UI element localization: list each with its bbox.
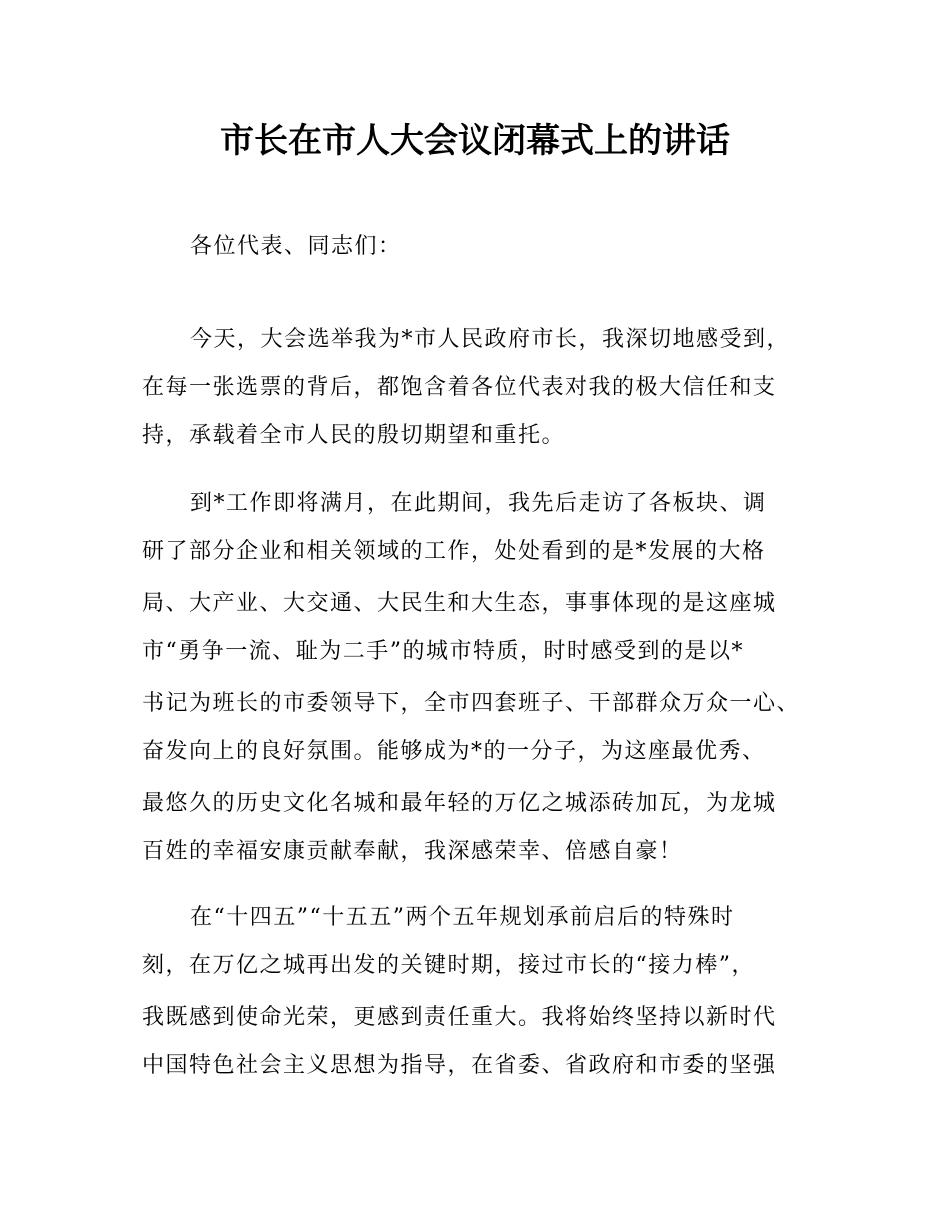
paragraph-2-line-8: 百姓的幸福安康贡献奉献，我深感荣幸、倍感自豪！ [142, 839, 683, 864]
paragraph-3-line-2: 刻，在万亿之城再出发的关键时期，接过市长的“接力棒”， [142, 953, 755, 978]
paragraph-2-line-3: 局、大产业、大交通、大民生和大生态，事事体现的是这座城 [142, 591, 777, 616]
paragraph-2-line-4: 市“勇争一流、耻为二手”的城市特质，时时感受到的是以* [142, 639, 744, 664]
paragraph-1-line-3: 持，承载着全市人民的殷切期望和重托。 [142, 423, 566, 448]
document-title: 市长在市人大会议闭幕式上的讲话 [220, 121, 730, 161]
paragraph-3-line-3: 我既感到使命光荣，更感到责任重大。我将始终坚持以新时代 [142, 1005, 777, 1030]
paragraph-2-line-2: 研了部分企业和相关领域的工作，处处看到的是*发展的大格 [142, 539, 766, 564]
paragraph-2-line-7: 最悠久的历史文化名城和最年轻的万亿之城添砖加瓦，为龙城 [142, 791, 777, 816]
paragraph-1-line-2: 在每一张选票的背后，都饱含着各位代表对我的极大信任和支 [142, 375, 777, 400]
paragraph-1-line-1: 今天，大会选举我为*市人民政府市长，我深切地感受到， [190, 327, 791, 352]
paragraph-3-line-1: 在“十四五”“十五五”两个五年规划承前启后的特殊时 [190, 905, 735, 930]
paragraph-3-line-4: 中国特色社会主义思想为指导，在省委、省政府和市委的坚强 [142, 1053, 777, 1078]
paragraph-2-line-1: 到*工作即将满月，在此期间，我先后走访了各板块、调 [190, 491, 767, 516]
salutation: 各位代表、同志们： [190, 234, 402, 259]
paragraph-2-line-6: 奋发向上的良好氛围。能够成为*的一分子，为这座最优秀、 [142, 739, 766, 764]
paragraph-2-line-5: 书记为班长的市委领导下，全市四套班子、干部群众万众一心、 [142, 691, 801, 716]
